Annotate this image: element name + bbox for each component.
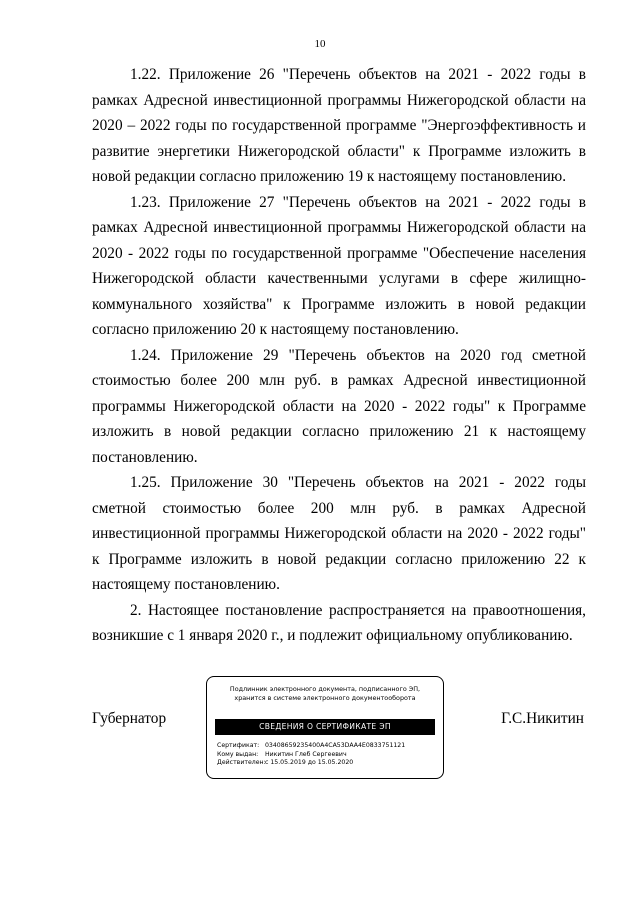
stamp-issued-to-label: Кому выдан: bbox=[217, 750, 259, 758]
paragraph-1-23: 1.23. Приложение 27 "Перечень объектов на 2021 - 2022 годы в рамках Адресной инвестиционной программы Нижегородской области на 2020 - 2022 годы по государственной программе "Обеспечение населения Нижегородской области качественными услугами в сфере жилищно-коммунального хозяйства" к Программе изложить в новой редакции согласно приложению 20 к настоящему постановлению. bbox=[92, 193, 586, 338]
signature-block bbox=[0, 676, 640, 786]
document-body bbox=[92, 62, 586, 649]
stamp-issued-to-value: Никитин Глеб Сергеевич bbox=[264, 750, 347, 758]
signatory-title: Губернатор bbox=[92, 710, 167, 727]
signatory-name: Г.С.Никитин bbox=[501, 710, 584, 727]
stamp-header bbox=[207, 685, 443, 702]
paragraph-1-24: 1.24. Приложение 29 "Перечень объектов на 2020 год сметной стоимостью более 200 млн руб. в рамках Адресной инвестиционной программы Нижегородской области на 2020 - 2022 годы" к Программе изложить в новой редакции согласно приложению 21 к настоящему постановлению. bbox=[92, 346, 586, 466]
paragraph-2: 2. Настоящее постановление распространяется на правоотношения, возникшие с 1 января 2020 г., и подлежит официальному опубликованию. bbox=[92, 601, 586, 644]
page-number: 10 bbox=[314, 38, 326, 50]
stamp-issued-to-row bbox=[217, 751, 405, 760]
stamp-banner: СВЕДЕНИЯ О СЕРТИФИКАТЕ ЭП bbox=[215, 719, 435, 735]
stamp-certificate-label: Сертификат: bbox=[217, 742, 260, 749]
electronic-signature-stamp bbox=[206, 676, 444, 779]
stamp-valid-label: Действителен: bbox=[217, 759, 266, 767]
stamp-details bbox=[217, 742, 405, 768]
stamp-header-line-1: Подлинник электронного документа, подписанного ЭП, bbox=[229, 685, 421, 693]
paragraph-1-25: 1.25. Приложение 30 "Перечень объектов на 2021 - 2022 годы сметной стоимостью более 200 млн руб. в рамках Адресной инвестиционной программы Нижегородской области на 2020 - 2022 годы" к Программе изложить в новой редакции согласно приложению 22 к настоящему постановлению. bbox=[92, 474, 586, 593]
stamp-valid-value: с 15.05.2019 до 15.05.2020 bbox=[264, 759, 354, 767]
stamp-certificate-row bbox=[217, 742, 405, 751]
paragraph-1-22: 1.22. Приложение 26 "Перечень объектов на 2021 - 2022 годы в рамках Адресной инвестиционной программы Нижегородской области на 2020 – 2022 годы по государственной программе "Энергоэффективность и развитие энергетики Нижегородской области" к Программе изложить в новой редакции согласно приложению 19 к настоящему постановлению. bbox=[92, 66, 586, 185]
stamp-valid-row bbox=[217, 759, 405, 768]
stamp-certificate-value: 03408659235400A4CA53DAA4E0833751121 bbox=[264, 742, 406, 749]
stamp-header-line-2: хранится в системе электронного документооборота bbox=[234, 693, 416, 702]
